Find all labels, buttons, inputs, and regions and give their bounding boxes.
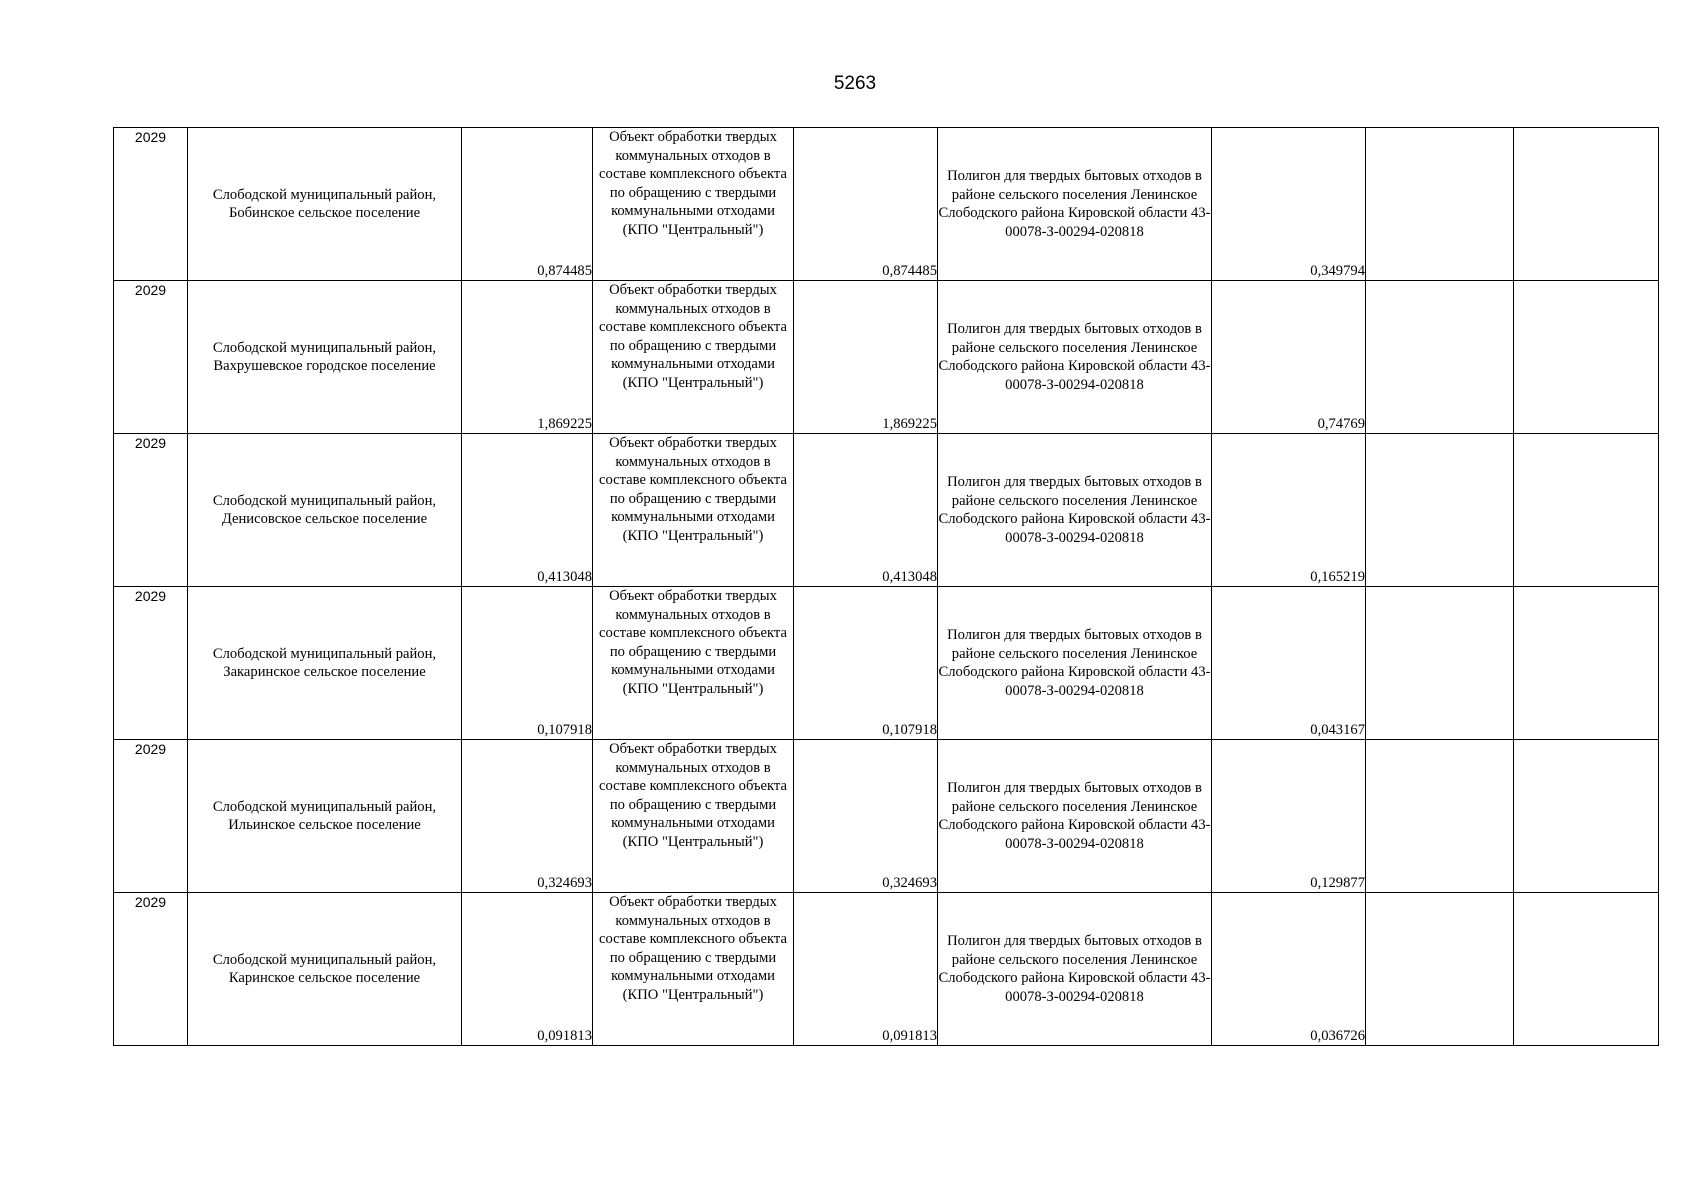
year-cell: 2029 bbox=[114, 740, 188, 893]
landfill-cell: Полигон для твердых бытовых отходов в районе сельского поселения Ленинское Слободского района Кировской области 43-00078-З-00294-020818 bbox=[938, 587, 1212, 740]
empty-cell bbox=[1366, 893, 1514, 1046]
table-row bbox=[114, 893, 1659, 1046]
landfill-mass-cell: 0,043167 bbox=[1212, 587, 1366, 740]
empty-cell bbox=[1366, 281, 1514, 434]
mass-cell: 1,869225 bbox=[462, 281, 593, 434]
district-cell: Слободской муниципальный район, Денисовское сельское поселение bbox=[188, 434, 462, 587]
year-cell: 2029 bbox=[114, 893, 188, 1046]
object-mass-cell: 0,324693 bbox=[794, 740, 938, 893]
table-row bbox=[114, 740, 1659, 893]
year-cell: 2029 bbox=[114, 128, 188, 281]
mass-cell: 0,091813 bbox=[462, 893, 593, 1046]
district-cell: Слободской муниципальный район, Вахрушевское городское поселение bbox=[188, 281, 462, 434]
year-cell: 2029 bbox=[114, 434, 188, 587]
empty-cell bbox=[1514, 128, 1659, 281]
year-cell: 2029 bbox=[114, 281, 188, 434]
landfill-cell: Полигон для твердых бытовых отходов в районе сельского поселения Ленинское Слободского района Кировской области 43-00078-З-00294-020818 bbox=[938, 893, 1212, 1046]
landfill-mass-cell: 0,165219 bbox=[1212, 434, 1366, 587]
object-mass-cell: 0,413048 bbox=[794, 434, 938, 587]
landfill-mass-cell: 0,74769 bbox=[1212, 281, 1366, 434]
processing-object-cell: Объект обработки твердых коммунальных отходов в составе комплексного объекта по обращению с твердыми коммунальными отходами (КПО "Центральный") bbox=[593, 893, 794, 1046]
empty-cell bbox=[1514, 434, 1659, 587]
empty-cell bbox=[1514, 740, 1659, 893]
year-cell: 2029 bbox=[114, 587, 188, 740]
landfill-mass-cell: 0,036726 bbox=[1212, 893, 1366, 1046]
object-mass-cell: 0,091813 bbox=[794, 893, 938, 1046]
empty-cell bbox=[1514, 281, 1659, 434]
object-mass-cell: 0,107918 bbox=[794, 587, 938, 740]
landfill-mass-cell: 0,349794 bbox=[1212, 128, 1366, 281]
district-cell: Слободской муниципальный район, Закаринское сельское поселение bbox=[188, 587, 462, 740]
table-row bbox=[114, 434, 1659, 587]
processing-object-cell: Объект обработки твердых коммунальных отходов в составе комплексного объекта по обращению с твердыми коммунальными отходами (КПО "Центральный") bbox=[593, 740, 794, 893]
processing-object-cell: Объект обработки твердых коммунальных отходов в составе комплексного объекта по обращению с твердыми коммунальными отходами (КПО "Центральный") bbox=[593, 128, 794, 281]
landfill-cell: Полигон для твердых бытовых отходов в районе сельского поселения Ленинское Слободского района Кировской области 43-00078-З-00294-020818 bbox=[938, 281, 1212, 434]
mass-cell: 0,413048 bbox=[462, 434, 593, 587]
empty-cell bbox=[1514, 893, 1659, 1046]
empty-cell bbox=[1514, 587, 1659, 740]
mass-cell: 0,324693 bbox=[462, 740, 593, 893]
table-row bbox=[114, 281, 1659, 434]
landfill-cell: Полигон для твердых бытовых отходов в районе сельского поселения Ленинское Слободского района Кировской области 43-00078-З-00294-020818 bbox=[938, 740, 1212, 893]
processing-object-cell: Объект обработки твердых коммунальных отходов в составе комплексного объекта по обращению с твердыми коммунальными отходами (КПО "Центральный") bbox=[593, 281, 794, 434]
district-cell: Слободской муниципальный район, Бобинское сельское поселение bbox=[188, 128, 462, 281]
mass-cell: 0,874485 bbox=[462, 128, 593, 281]
landfill-cell: Полигон для твердых бытовых отходов в районе сельского поселения Ленинское Слободского района Кировской области 43-00078-З-00294-020818 bbox=[938, 434, 1212, 587]
landfill-cell: Полигон для твердых бытовых отходов в районе сельского поселения Ленинское Слободского района Кировской области 43-00078-З-00294-020818 bbox=[938, 128, 1212, 281]
table-row bbox=[114, 128, 1659, 281]
object-mass-cell: 0,874485 bbox=[794, 128, 938, 281]
empty-cell bbox=[1366, 740, 1514, 893]
district-cell: Слободской муниципальный район, Ильинское сельское поселение bbox=[188, 740, 462, 893]
processing-object-cell: Объект обработки твердых коммунальных отходов в составе комплексного объекта по обращению с твердыми коммунальными отходами (КПО "Центральный") bbox=[593, 434, 794, 587]
mass-cell: 0,107918 bbox=[462, 587, 593, 740]
table-row bbox=[114, 587, 1659, 740]
waste-flow-table bbox=[113, 127, 1659, 1046]
empty-cell bbox=[1366, 434, 1514, 587]
landfill-mass-cell: 0,129877 bbox=[1212, 740, 1366, 893]
empty-cell bbox=[1366, 587, 1514, 740]
page-number: 5263 bbox=[833, 73, 877, 94]
processing-object-cell: Объект обработки твердых коммунальных отходов в составе комплексного объекта по обращению с твердыми коммунальными отходами (КПО "Центральный") bbox=[593, 587, 794, 740]
object-mass-cell: 1,869225 bbox=[794, 281, 938, 434]
empty-cell bbox=[1366, 128, 1514, 281]
district-cell: Слободской муниципальный район, Каринское сельское поселение bbox=[188, 893, 462, 1046]
